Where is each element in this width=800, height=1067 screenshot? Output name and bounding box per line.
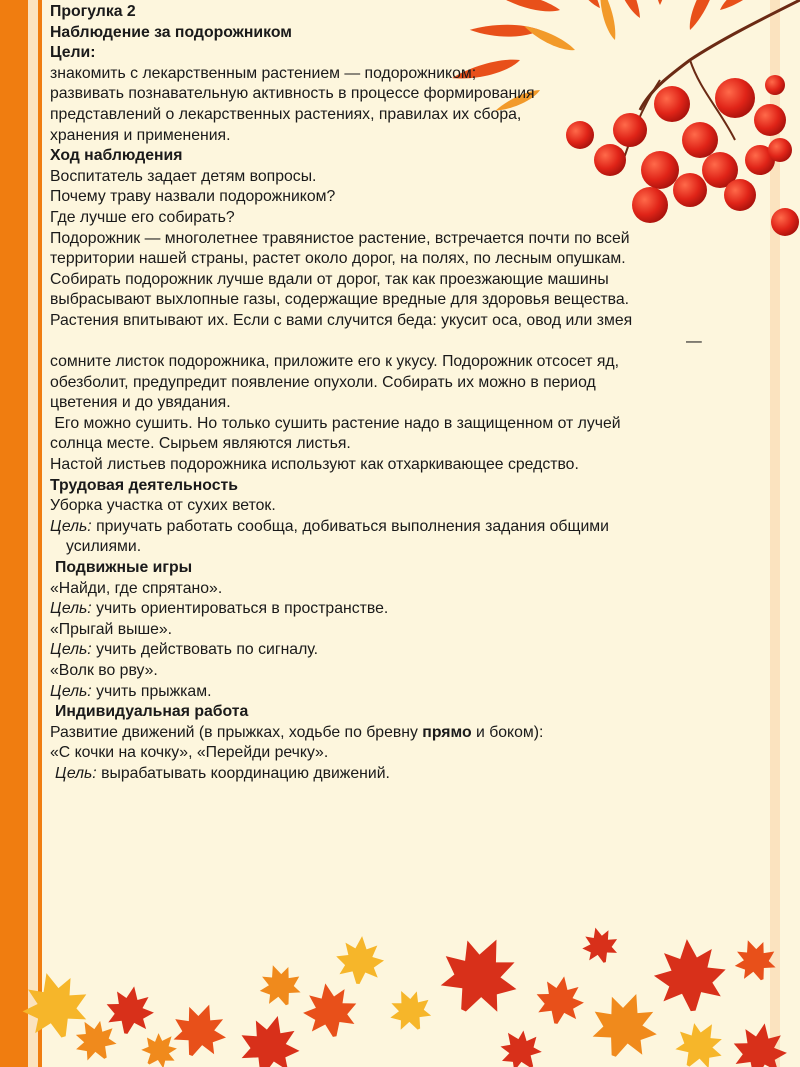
individual-line [50,723,750,744]
document-body [50,2,750,785]
goal-label: Цель: [50,517,92,535]
individual-line: «С кочки на кочку», «Перейди речку». [50,744,329,762]
observation-line: Почему траву назвали подорожником? [50,188,336,206]
observation-line: Воспитатель задает детям вопросы. [50,167,317,185]
observation-line: солнца месте. Сырьем являются листья. [50,435,351,453]
goal-line: представлений о лекарственных растениях, правилах их сбора, [50,105,522,123]
observation-line: Настой листьев подорожника используют как отхаркивающее средство. [50,456,579,474]
observation-line: сомните листок подорожника, приложите его к укусу. Подорожник отсосет яд, [50,353,619,371]
individual-goal-text: вырабатывать координацию движений. [96,764,390,782]
labor-goal [50,517,750,538]
game-goal [50,640,750,661]
individual-text: и боком): [471,723,544,741]
goal-label: Цель: [50,600,92,618]
game-name: «Найди, где спрятано». [50,579,223,597]
observation-line: Собирать подорожник лучше вдали от дорог, так как проезжающие машины [50,270,609,288]
goal-label: Цель: [50,682,92,700]
goal-line: хранения и применения. [50,126,231,144]
goal-label: Цель: [50,641,92,659]
observation-line: — [686,332,702,350]
game-goal [50,682,750,703]
observation-line: Растения впитывают их. Если с вами случится беда: укусит оса, овод или змея [50,311,633,329]
individual-text: Развитие движений (в прыжках, ходьбе по бревну [50,723,423,741]
walk-title: Прогулка 2 [50,3,136,20]
observation-line: Где лучше его собирать? [50,208,235,226]
game-goal-text: учить прыжкам. [91,682,212,700]
game-name: «Волк во рву». [50,662,158,679]
observation-line: территории нашей страны, растет около дорог, на полях, по лесным опушкам. [50,250,626,268]
game-goal [50,599,750,620]
observation-line: выбрасывают выхлопные газы, содержащие вредные для здоровья вещества. [50,291,630,309]
individual-goal [50,764,750,785]
game-goal-text: учить действовать по сигналу. [91,641,319,659]
game-goal-text: учить ориентироваться в пространстве. [91,600,389,618]
games-heading: Подвижные игры [55,559,193,577]
observation-line: цветения и до увядания. [50,394,231,412]
walk-subtitle: Наблюдение за подорожником [50,23,292,41]
observation-heading: Ход наблюдения [50,147,183,165]
individual-bold-word: прямо [422,723,472,741]
goal-label: Цель: [55,764,97,782]
goal-line: развивать познавательную активность в процессе формирования [50,85,535,103]
goals-heading: Цели: [50,44,96,62]
maple-leaves-icon [15,923,792,1067]
observation-line: обезболит, предупредит появление опухоли. Собирать их можно в период [50,373,596,391]
observation-line: Подорожник — многолетнее травянистое растение, встречается почти по всей [50,229,630,247]
individual-heading: Индивидуальная работа [55,703,249,721]
game-name: «Прыгай выше». [50,620,173,638]
labor-goal-continued: усилиями. [66,538,142,556]
labor-goal-text: приучать работать сообща, добиваться выполнения задания общими [91,517,609,535]
labor-heading: Трудовая деятельность [50,476,238,494]
goal-line: знакомить с лекарственным растением — подорожником; [50,64,477,82]
labor-task: Уборка участка от сухих веток. [50,497,276,515]
observation-line: Его можно сушить. Но только сушить растение надо в защищенном от лучей [50,414,621,432]
